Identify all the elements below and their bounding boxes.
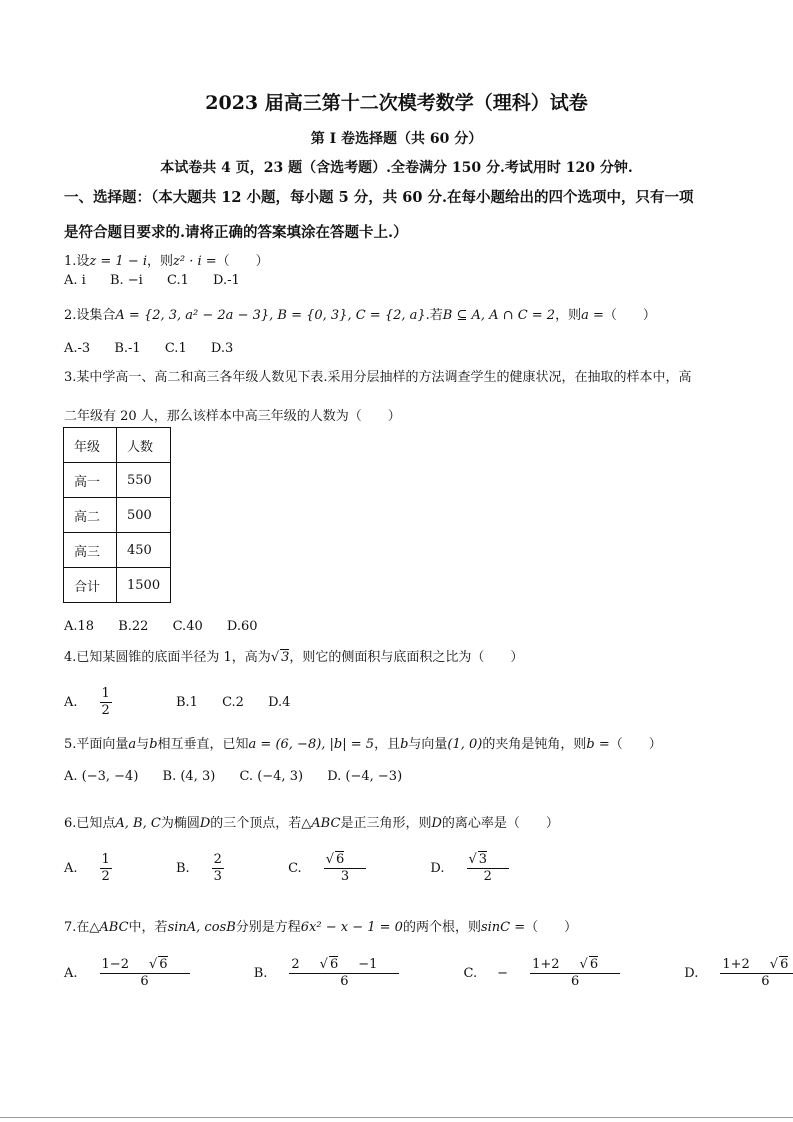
question-7-options	[64, 956, 793, 990]
option-a[interactable]: A. $\frac{1}{2}$	[64, 851, 110, 884]
table-cell: 合计	[64, 568, 117, 603]
grade-table	[63, 427, 171, 603]
option-a[interactable]: A. $\frac{1}{2}$	[64, 686, 110, 718]
table-row	[64, 498, 171, 533]
option-d[interactable]: D. $\frac{√ 3}{2}$	[430, 861, 549, 876]
option-c[interactable]: C.2	[222, 695, 244, 710]
option-c[interactable]: C. $\frac{√ 6}{3}$	[288, 861, 406, 876]
question-6-options	[64, 851, 569, 885]
option-d[interactable]: D. (−4, −3)	[327, 769, 403, 784]
question-5: 5.平面向量a与b相互垂直，已知a = (6, −8), |b| = 5，且b与向量(1, 0)的夹角是钝角，则b =（ ）	[64, 737, 662, 752]
section-instructions-2: 是符合题目要求的.请将正确的答案填涂在答题卡上.）	[64, 224, 408, 241]
table-cell: 550	[117, 463, 171, 498]
question-2: 2.设集合A = {2, 3, a² − 2a − 3}, B = {0, 3}, C = {2, a}.若B ⊆ A, A ∩ C = 2，则a =（ ）	[64, 308, 656, 323]
option-b[interactable]: B. $\frac{2 √ 6 -1}{6}$	[254, 966, 440, 981]
table-cell: 1500	[117, 568, 171, 603]
exam-info: 本试卷共 4 页，23 题（含选考题）.全卷满分 150 分.考试用时 120 分钟.	[160, 160, 633, 176]
table-cell: 500	[117, 498, 171, 533]
option-b[interactable]: B. $\frac{2}{3}$	[175, 851, 222, 884]
page-bottom-divider	[0, 1117, 793, 1118]
option-a[interactable]: A. $\frac{1-2 √ 6}{6}$	[64, 966, 230, 981]
question-6: 6.已知点A, B, C为椭圆D的三个顶点，若△ABC是正三角形，则D的离心率是（ ）	[64, 816, 559, 831]
question-1: 1.设z = 1 − i，则z² · i =（ ）	[64, 254, 269, 269]
option-d[interactable]: D.60	[226, 619, 258, 634]
option-c[interactable]: C.40	[172, 619, 203, 634]
question-4-options	[64, 686, 310, 719]
exam-title: 2023 届高三第十二次模考数学（理科）试卷	[205, 92, 588, 114]
option-c[interactable]: C. − $\frac{1+2 √ 6}{6}$	[464, 966, 661, 981]
question-2-options	[64, 341, 253, 356]
option-c[interactable]: C. (−4, 3)	[239, 769, 304, 784]
table-header: 人数	[117, 428, 171, 463]
table-cell: 高二	[64, 498, 117, 533]
option-b[interactable]: B.-1	[114, 341, 141, 356]
table-cell: 高三	[64, 533, 117, 568]
question-3-line-2: 二年级有 20 人，那么该样本中高三年级的人数为（ ）	[64, 409, 401, 424]
question-1-options	[64, 273, 260, 288]
option-a[interactable]: A. (−3, −4)	[64, 769, 139, 784]
option-b[interactable]: B.1	[175, 695, 198, 710]
question-3-line-1: 3.某中学高一、高二和高三各年级人数见下表.采用分层抽样的方法调查学生的健康状况，在抽取的样本中，高	[64, 370, 692, 385]
question-3-options	[64, 619, 278, 634]
table-row	[64, 568, 171, 603]
table-cell: 高一	[64, 463, 117, 498]
option-d[interactable]: D.4	[268, 695, 291, 710]
option-b[interactable]: B. −i	[109, 273, 143, 288]
option-a[interactable]: A. i	[64, 273, 86, 288]
question-7: 7.在△ABC中，若sinA, cosB分别是方程6x² − x − 1 = 0的两个根，则sinC =（ ）	[64, 920, 578, 935]
table-header-row	[64, 428, 171, 463]
option-d[interactable]: D.3	[210, 341, 234, 356]
option-b[interactable]: B. (4, 3)	[162, 769, 216, 784]
question-5-options	[64, 769, 422, 784]
option-d[interactable]: D.-1	[213, 273, 240, 288]
option-b[interactable]: B.22	[118, 619, 149, 634]
table-row	[64, 533, 171, 568]
option-c[interactable]: C.1	[164, 341, 187, 356]
table-row	[64, 463, 171, 498]
question-4: 4.已知某圆锥的底面半径为 1，高为√ 3，则它的侧面积与底面积之比为（ ）	[64, 650, 524, 665]
part-heading: 第 I 卷选择题（共 60 分）	[310, 131, 483, 147]
table-header: 年级	[64, 428, 117, 463]
option-a[interactable]: A.-3	[64, 341, 91, 356]
section-instructions-1: 一、选择题：（本大题共 12 小题，每小题 5 分，共 60 分.在每小题给出的四个选项中，只有一项	[64, 189, 694, 206]
option-d[interactable]: D. $\frac{1+2 √ 6}{6}$	[684, 966, 793, 981]
option-a[interactable]: A.18	[64, 619, 95, 634]
table-cell: 450	[117, 533, 171, 568]
option-c[interactable]: C.1	[166, 273, 189, 288]
